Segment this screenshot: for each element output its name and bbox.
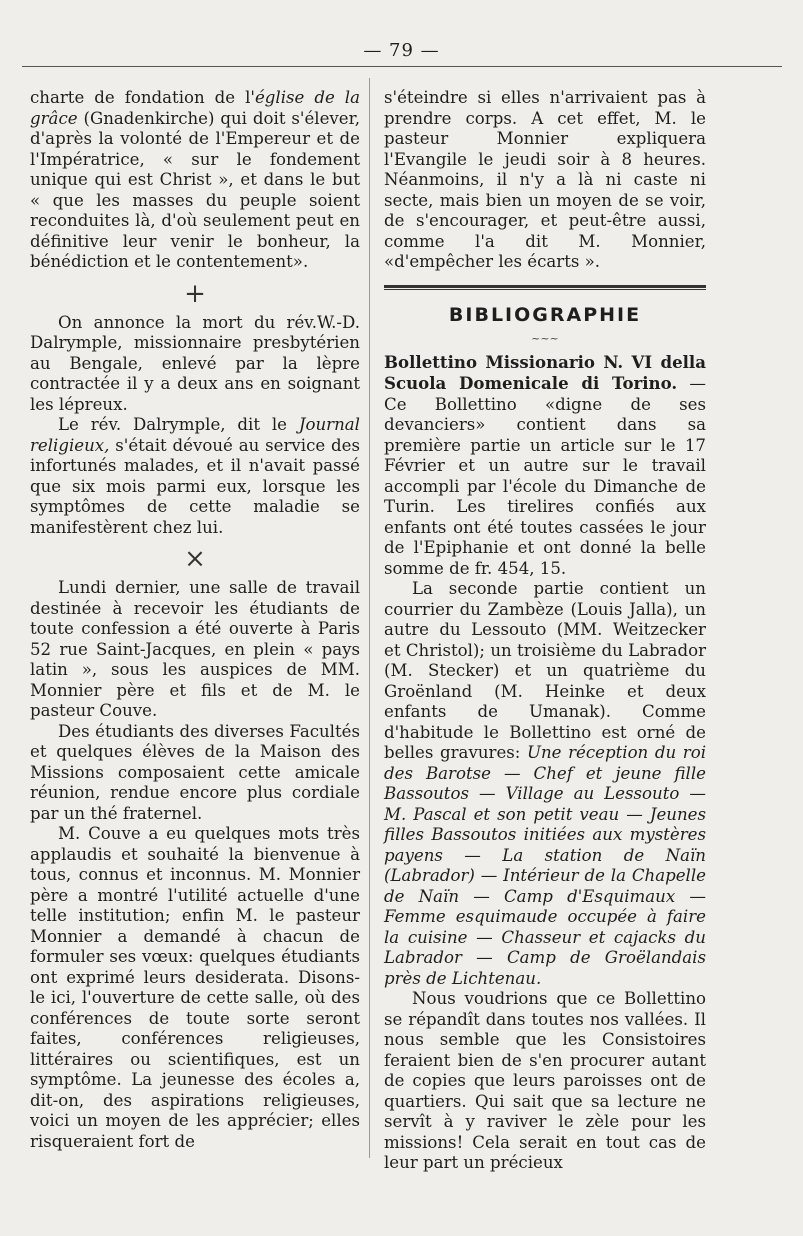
header-rule <box>22 66 782 67</box>
paragraph-bollettino-intro: Bollettino Missionario N. VI della Scuola Domenicale di Torino. — Ce Bollettino «digne de ses devanciers» contient dans sa première partie un article sur le 17 Février et un autre sur le travail accompli par l'école du Dimanche de Turin. Les tirelires confiés aux enfants ont été toutes cassées le jour de l'Epiphanie et ont donné la belle somme de fr. 454, 15. <box>384 351 706 578</box>
paragraph-church-charter: charte de fondation de l'église de la grâce (Gnadenkirche) qui doit s'élever, d'après la volonté de l'Empereur et de l'Impératrice, « sur le fondement unique qui est Christ », et dans le but « que les masses du peuple soient reconduites là, d'où seulement peut en définitive leur venir le bonheur, la bénédiction et le contentement». <box>30 88 360 271</box>
paragraph-students: Des étudiants des diverses Facultés et quelques élèves de la Maison des Missions composaient cette amicale réunion, rendue encore plus cordiale par un thé fraternel. <box>30 721 360 823</box>
paragraph-study-room: Lundi dernier, une salle de travail destinée à recevoir les étudiants de toute confession a été ouverte à Paris 52 rue Saint-Jacques, en plein « pays latin », sous les auspices de MM. Monnier père et fils et de M. le pasteur Couve. <box>30 578 360 720</box>
right-column <box>384 88 706 1174</box>
paragraph-bollettino-content: La seconde partie contient un courrier du Zambèze (Louis Jalla), un autre du Lessouto (MM. Weitzecker et Christol); un troisième du Labrador (M. Stecker) et un quatrième du Groënland (M. Heinke et deux enfants de Umanak). Comme d'habitude le Bollettino est orné de belles gravures: Une réception du roi des Barotse — Chef et jeune fille Bassoutos — Village au Lessouto — M. Pascal et son petit veau — Jeunes filles Bassoutos initiées aux mystères payens — La station de Naïn (Labrador) — Intérieur de la Chapelle de Naïn — Camp d'Esquimaux — Femme esquimaude occupée à faire la cuisine — Chasseur et cajacks du Labrador — Camp de Groëlandais près de Lichtenau. <box>384 579 707 988</box>
left-column <box>30 88 360 1152</box>
separator-cross: + <box>184 278 206 309</box>
paragraph-dalrymple-death: On annonce la mort du rév.W.-D. Dalrymple, missionnaire presbytérien au Bengale, enlevé par la lèpre contractée il y a deux ans en soignant les lépreux. <box>30 312 360 414</box>
paragraph-bollettino-recommendation: Nous voudrions que ce Bollettino se répandît dans toutes nos vallées. Il nous semble que les Consistoires feraient bien de s'en procurer autant de copies que leurs paroisses ont de quartiers. Qui sait que sa lecture ne servît à y raviver le zèle pour les missions! Cela serait en tout cas de leur part un précieux <box>384 989 706 1172</box>
paragraph-dalrymple-journal: Le rév. Dalrymple, dit le Journal religieux, s'était dévoué au service des infortunés malades, et il n'avait passé que six mois parmi eux, lorsque les symptômes de cette maladie se manifestèrent chez lui. <box>30 415 360 537</box>
section-rule <box>384 285 706 290</box>
book-title: Bollettino Missionario N. VI della Scuola Domenicale di Torino. <box>384 351 706 393</box>
section-heading-bibliographie: BIBLIOGRAPHIE <box>448 303 642 326</box>
ornament-separator: ~~~ <box>531 331 559 345</box>
separator-x: × <box>184 544 206 574</box>
column-divider <box>369 78 370 1158</box>
paragraph-continuation: s'éteindre si elles n'arrivaient pas à prendre corps. A cet effet, M. le pasteur Monnier expliquera l'Evangile le jeudi soir à 8 heures. Néanmoins, il n'y a là ni caste ni secte, mais bien un moyen de se voir, de s'encourager, et peut-être aussi, comme l'a dit M. Monnier, «d'empêcher les écarts ». <box>384 88 706 271</box>
page-number: — 79 — <box>363 40 440 61</box>
paragraph-couve: M. Couve a eu quelques mots très applaudis et souhaité la bienvenue à tous, connus et inconnus. M. Monnier père a montré l'utilité actuelle d'une telle institution; enfin M. le pasteur Monnier a demandé à chacun de formuler ses vœux: quelques étudiants ont exprimé leurs desiderata. Disons-le ici, l'ouverture de cette salle, où des conférences de toute sorte seront faites, conférences religieuses, littéraires ou scientifiques, est un symptôme. La jeunesse des écoles a, dit-on, des aspirations religieuses, voici un moyen de les apprécier; elles risqueraient fort de <box>30 824 360 1151</box>
